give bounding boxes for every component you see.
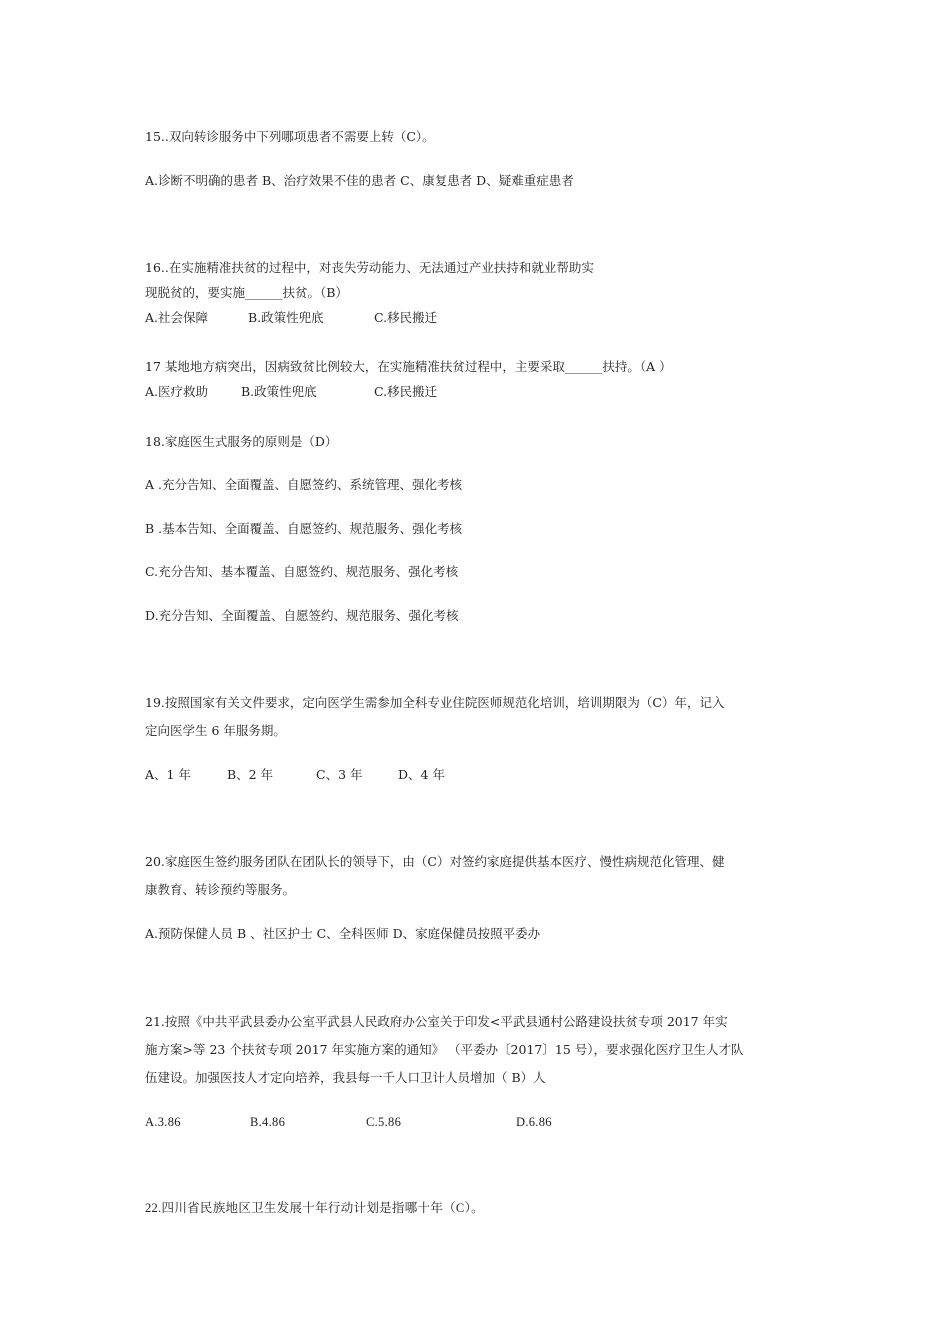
question-18-option-b: B .基本告知、全面覆盖、自愿签约、规范服务、强化考核 bbox=[145, 521, 463, 536]
question-16-line-1: 16..在实施精准扶贫的过程中，对丧失劳动能力、无法通过产业扶持和就业帮助实 bbox=[145, 260, 594, 275]
question-17-option-b: B.政策性兜底 bbox=[241, 384, 317, 399]
question-16-line-2: 现脱贫的，要实施______扶贫。（B） bbox=[145, 285, 348, 300]
question-18-option-c: C.充分告知、基本覆盖、自愿签约、规范服务、强化考核 bbox=[145, 564, 459, 579]
question-20-options: A.预防保健人员 B 、社区护士 C、全科医师 D、家庭保健员按照平委办 bbox=[145, 926, 541, 941]
question-15-options: A.诊断不明确的患者 B、治疗效果不佳的患者 C、康复患者 D、疑难重症患者 bbox=[145, 173, 574, 188]
question-19-option-d: D、4 年 bbox=[398, 767, 445, 782]
question-21-option-c: C.5.86 bbox=[366, 1115, 402, 1129]
question-17-option-a: A.医疗救助 bbox=[145, 384, 209, 399]
question-20-line-1: 20.家庭医生签约服务团队在团队长的领导下，由（C）对签约家庭提供基本医疗、慢性病规范化管理、健 bbox=[145, 854, 725, 869]
question-17: 17 某地地方病突出，因病致贫比例较大，在实施精准扶贫过程中，主要采取______扶持。（A ） bbox=[145, 359, 672, 374]
question-16-option-b: B.政策性兜底 bbox=[248, 310, 324, 325]
question-21-line-1: 21.按照《中共平武县委办公室平武县人民政府办公室关于印发<平武县通村公路建设扶贫专项 2017 年实 bbox=[145, 1014, 728, 1029]
question-19-line-2: 定向医学生 6 年服务期。 bbox=[145, 723, 286, 738]
question-16-option-c: C.移民搬迁 bbox=[374, 310, 438, 325]
question-21-line-2: 施方案>等 23 个扶贫专项 2017 年实施方案的通知》 （平委办〔2017〕15 号），要求强化医疗卫生人才队 bbox=[145, 1042, 744, 1057]
question-19-option-b: B、2 年 bbox=[227, 767, 274, 782]
question-22: 22.四川省民族地区卫生发展十年行动计划是指哪十年（C）。 bbox=[145, 1201, 484, 1215]
question-17-option-c: C.移民搬迁 bbox=[374, 384, 438, 399]
question-15: 15..双向转诊服务中下列哪项患者不需要上转（C）。 bbox=[145, 129, 435, 144]
question-21-option-a: A.3.86 bbox=[145, 1115, 181, 1129]
question-18-option-a: A .充分告知、全面覆盖、自愿签约、系统管理、强化考核 bbox=[145, 477, 462, 492]
question-19-line-1: 19.按照国家有关文件要求，定向医学生需参加全科专业住院医师规范化培训，培训期限为（C）年，记入 bbox=[145, 695, 725, 710]
question-19-option-a: A、1 年 bbox=[145, 767, 191, 782]
question-20-line-2: 康教育、转诊预约等服务。 bbox=[145, 882, 296, 897]
question-18-option-d: D.充分告知、全面覆盖、自愿签约、规范服务、强化考核 bbox=[145, 608, 459, 623]
question-21-line-3: 伍建设。加强医技人才定向培养，我县每一千人口卫计人员增加（ B）人 bbox=[145, 1070, 546, 1085]
question-21-option-d: D.6.86 bbox=[516, 1115, 552, 1129]
question-21-option-b: B.4.86 bbox=[250, 1115, 286, 1129]
question-19-option-c: C、3 年 bbox=[316, 767, 363, 782]
question-16-option-a: A.社会保障 bbox=[145, 310, 209, 325]
question-18: 18.家庭医生式服务的原则是（D） bbox=[145, 434, 338, 449]
